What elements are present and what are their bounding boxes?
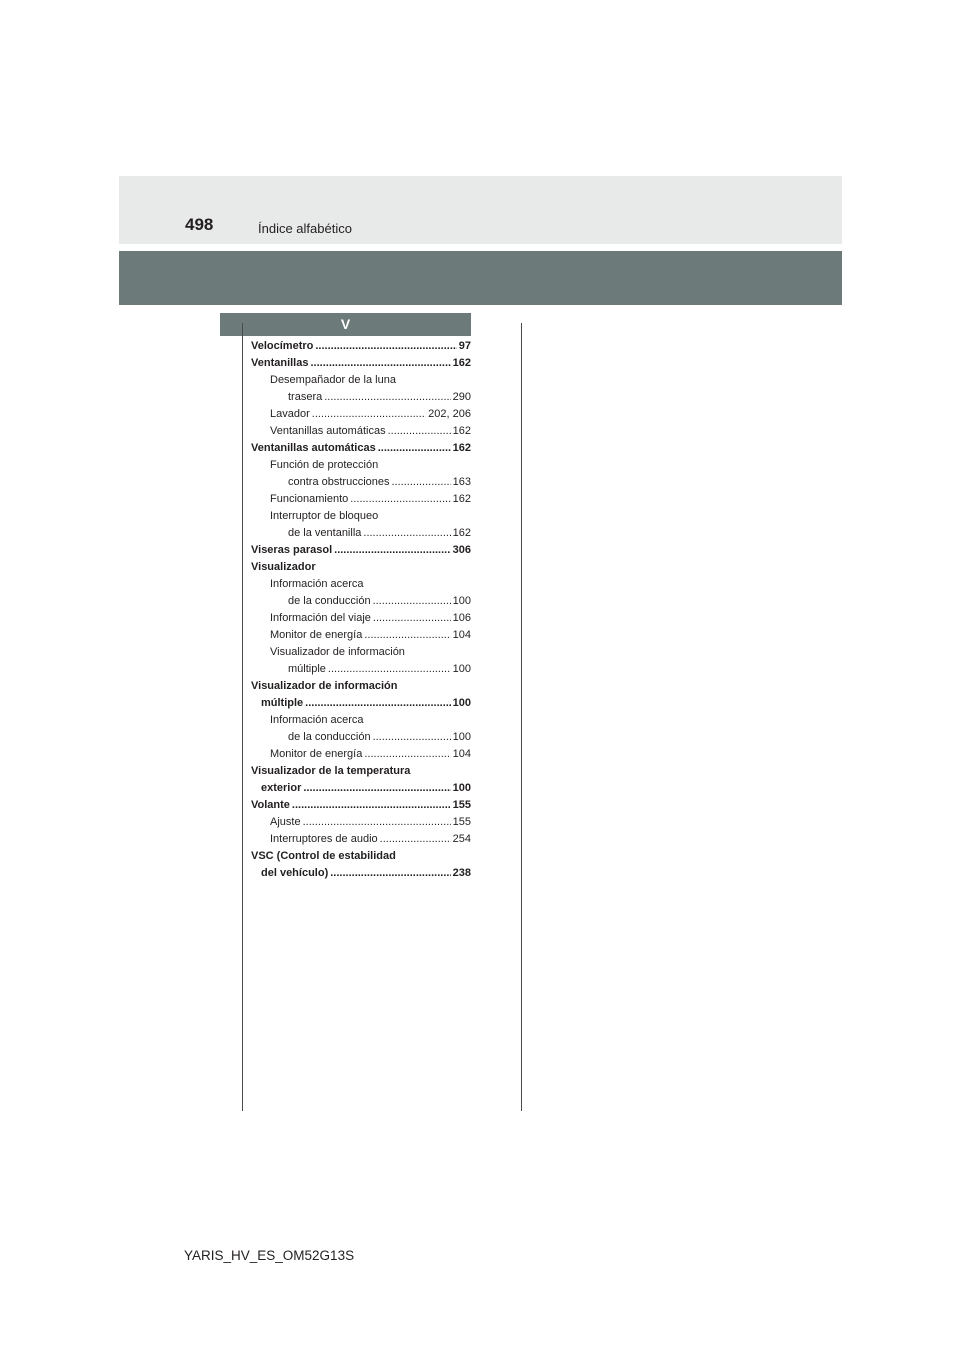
dot-leader bbox=[328, 661, 451, 678]
index-page-ref: 306 bbox=[452, 544, 471, 556]
index-entry bbox=[251, 814, 471, 831]
dot-leader bbox=[303, 780, 450, 797]
index-page-ref: 100 bbox=[452, 595, 471, 607]
index-entry bbox=[251, 848, 471, 865]
dot-leader bbox=[388, 423, 451, 440]
index-entry bbox=[251, 678, 471, 695]
index-page-ref: 162 bbox=[452, 425, 471, 437]
dot-leader bbox=[303, 814, 451, 831]
index-term: contra obstrucciones bbox=[288, 476, 390, 488]
index-page-ref: 162 bbox=[452, 442, 471, 454]
index-term: Visualizador de información bbox=[251, 680, 398, 692]
index-entry bbox=[251, 712, 471, 729]
index-page-ref: 290 bbox=[452, 391, 471, 403]
index-entry bbox=[251, 338, 471, 355]
index-term: Velocímetro bbox=[251, 340, 314, 352]
index-entry bbox=[251, 627, 471, 644]
index-term: Lavador bbox=[270, 408, 310, 420]
dot-leader bbox=[315, 338, 456, 355]
index-page-ref: 163 bbox=[452, 476, 471, 488]
index-term: múltiple bbox=[288, 663, 326, 675]
index-term: Visualizador de información bbox=[270, 646, 405, 658]
index-entry bbox=[251, 695, 471, 712]
dot-leader bbox=[324, 389, 450, 406]
index-entry bbox=[251, 559, 471, 576]
header-dark-band bbox=[119, 251, 842, 305]
index-term: múltiple bbox=[261, 697, 304, 709]
index-entry bbox=[251, 644, 471, 661]
index-page-ref: 104 bbox=[452, 748, 471, 760]
dot-leader bbox=[380, 831, 451, 848]
column-rule-left bbox=[242, 323, 243, 1111]
index-term: Monitor de energía bbox=[270, 748, 363, 760]
index-entry bbox=[251, 729, 471, 746]
dot-leader bbox=[305, 695, 450, 712]
index-term: Volante bbox=[251, 799, 290, 811]
dot-leader bbox=[310, 355, 450, 372]
dot-leader bbox=[378, 440, 451, 457]
index-term: del vehículo) bbox=[261, 867, 329, 879]
header-band bbox=[119, 176, 842, 244]
dot-leader bbox=[364, 627, 450, 644]
index-term: de la conducción bbox=[288, 731, 371, 743]
index-term: Función de protección bbox=[270, 459, 379, 471]
index-entry bbox=[251, 542, 471, 559]
index-entry bbox=[251, 491, 471, 508]
section-title: Índice alfabético bbox=[258, 221, 352, 236]
index-page-ref: 106 bbox=[452, 612, 471, 624]
index-entry bbox=[251, 661, 471, 678]
index-term: de la conducción bbox=[288, 595, 371, 607]
index-entry bbox=[251, 780, 471, 797]
index-term: VSC (Control de estabilidad bbox=[251, 850, 396, 862]
index-entry bbox=[251, 865, 471, 882]
index-page-ref: 254 bbox=[452, 833, 471, 845]
index-entry bbox=[251, 355, 471, 372]
index-page-ref: 100 bbox=[452, 697, 471, 709]
index-term: Desempañador de la luna bbox=[270, 374, 396, 386]
index-entry bbox=[251, 508, 471, 525]
index-list bbox=[251, 338, 471, 882]
index-term: exterior bbox=[261, 782, 302, 794]
index-entry bbox=[251, 389, 471, 406]
index-term: Interruptor de bloqueo bbox=[270, 510, 379, 522]
index-term: Funcionamiento bbox=[270, 493, 349, 505]
index-entry bbox=[251, 763, 471, 780]
index-term: Viseras parasol bbox=[251, 544, 333, 556]
index-term: Interruptores de audio bbox=[270, 833, 378, 845]
dot-leader bbox=[373, 610, 451, 627]
index-page-ref: 162 bbox=[452, 527, 471, 539]
index-term: Ventanillas automáticas bbox=[270, 425, 386, 437]
index-page-ref: 100 bbox=[452, 731, 471, 743]
index-term: trasera bbox=[288, 391, 323, 403]
index-entry bbox=[251, 576, 471, 593]
index-page-ref: 238 bbox=[452, 867, 471, 879]
dot-leader bbox=[330, 865, 450, 882]
dot-leader bbox=[292, 797, 451, 814]
dot-leader bbox=[364, 746, 450, 763]
index-page-ref: 202, 206 bbox=[428, 408, 471, 420]
index-term: Ventanillas automáticas bbox=[251, 442, 376, 454]
index-entry bbox=[251, 525, 471, 542]
index-term: Ajuste bbox=[270, 816, 301, 828]
index-page-ref: 155 bbox=[452, 799, 471, 811]
index-page-ref: 155 bbox=[452, 816, 471, 828]
index-page-ref: 104 bbox=[452, 629, 471, 641]
index-entry bbox=[251, 797, 471, 814]
dot-leader bbox=[363, 525, 450, 542]
index-term: Visualizador de la temperatura bbox=[251, 765, 411, 777]
column-rule-right bbox=[521, 323, 522, 1111]
index-page-ref: 97 bbox=[458, 340, 471, 352]
index-page-ref: 100 bbox=[452, 782, 471, 794]
index-entry bbox=[251, 457, 471, 474]
index-entry bbox=[251, 610, 471, 627]
index-term: de la ventanilla bbox=[288, 527, 362, 539]
page-number: 498 bbox=[185, 215, 214, 234]
index-entry bbox=[251, 372, 471, 389]
document-code: YARIS_HV_ES_OM52G13S bbox=[184, 1248, 355, 1263]
index-term: Información acerca bbox=[270, 714, 364, 726]
index-page-ref: 100 bbox=[452, 663, 471, 675]
index-page-ref: 162 bbox=[452, 493, 471, 505]
index-entry bbox=[251, 831, 471, 848]
index-term: Monitor de energía bbox=[270, 629, 363, 641]
index-entry bbox=[251, 474, 471, 491]
dot-leader bbox=[373, 593, 451, 610]
dot-leader bbox=[350, 491, 450, 508]
index-term: Información acerca bbox=[270, 578, 364, 590]
dot-leader bbox=[312, 406, 426, 423]
index-entry bbox=[251, 440, 471, 457]
index-entry bbox=[251, 406, 471, 423]
index-term: Visualizador bbox=[251, 561, 316, 573]
dot-leader bbox=[392, 474, 451, 491]
dot-leader bbox=[373, 729, 451, 746]
dot-leader bbox=[334, 542, 451, 559]
index-entry bbox=[251, 593, 471, 610]
index-term: Información del viaje bbox=[270, 612, 371, 624]
index-letter-tab: V bbox=[220, 313, 471, 336]
index-entry bbox=[251, 746, 471, 763]
index-entry bbox=[251, 423, 471, 440]
index-page-ref: 162 bbox=[452, 357, 471, 369]
index-term: Ventanillas bbox=[251, 357, 309, 369]
